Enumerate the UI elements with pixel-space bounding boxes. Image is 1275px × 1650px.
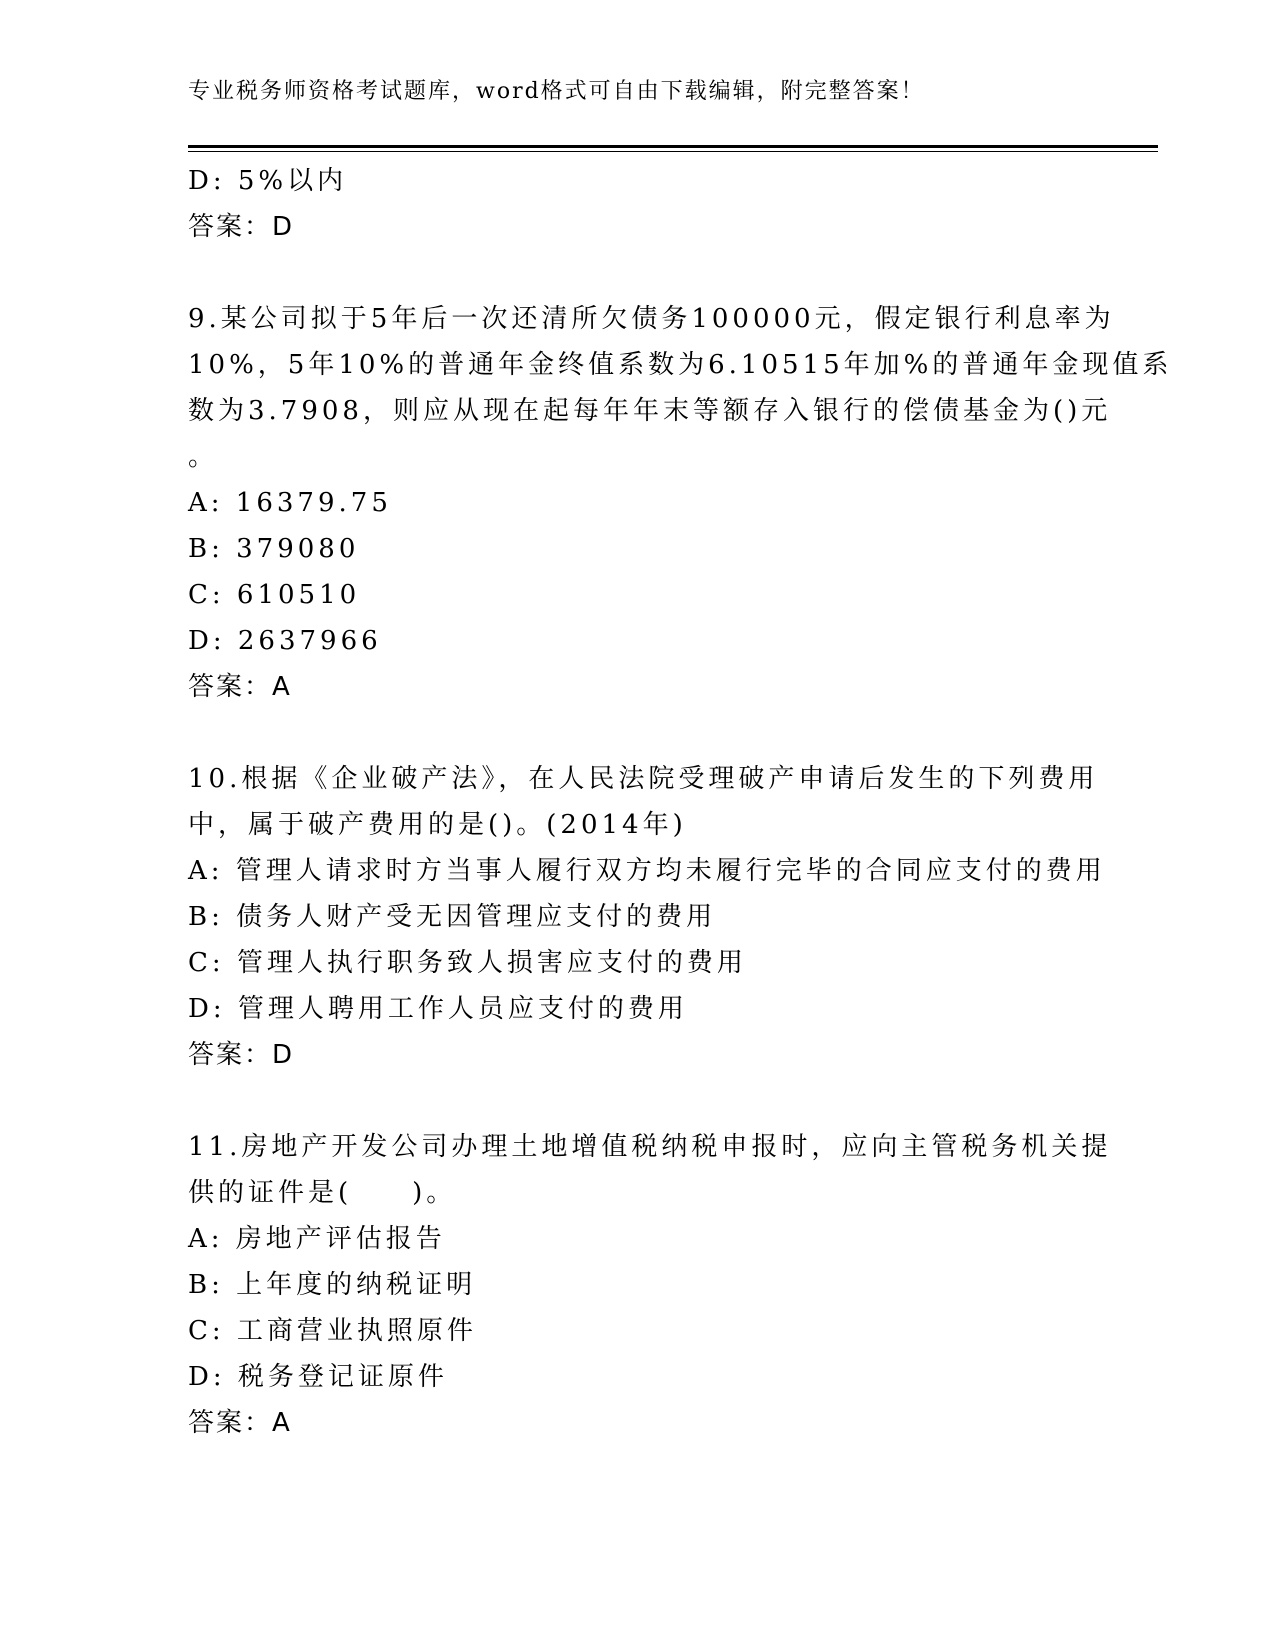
question-stem-line: 。	[188, 442, 219, 472]
previous-question-fragment	[188, 158, 1088, 250]
option-a: A: 16379.75	[188, 488, 392, 518]
option-a: A: 房地产评估报告	[188, 1224, 446, 1254]
question-stem-line: 10%，5年10%的普通年金终值系数为6.10515年加%的普通年金现值系	[188, 350, 1173, 380]
question-11	[188, 1124, 1112, 1446]
option-b: B: 379080	[188, 534, 360, 564]
option-b: B: 上年度的纳税证明	[188, 1270, 477, 1300]
question-stem-line: 9.某公司拟于5年后一次还清所欠债务100000元，假定银行利息率为	[188, 304, 1115, 334]
header-rule-thin	[188, 151, 1158, 152]
answer-line: 答案：D	[188, 1040, 295, 1070]
answer-line: 答案：A	[188, 1408, 292, 1438]
question-stem-line: 11.房地产开发公司办理土地增值税纳税申报时，应向主管税务机关提	[188, 1132, 1112, 1162]
option-d: D: 管理人聘用工作人员应支付的费用	[188, 994, 688, 1024]
option-d: D: 2637966	[188, 626, 382, 656]
option-c: C: 工商营业执照原件	[188, 1316, 477, 1346]
header-rule-thick	[188, 145, 1158, 148]
page-content	[188, 158, 1173, 1446]
option-c: C: 610510	[188, 580, 361, 610]
question-9	[188, 296, 1173, 710]
question-stem-line: 10.根据《企业破产法》，在人民法院受理破产申请后发生的下列费用	[188, 764, 1099, 794]
answer-line: 答案：A	[188, 672, 292, 702]
option-a: A: 管理人请求时方当事人履行双方均未履行完毕的合同应支付的费用	[188, 856, 1106, 886]
question-stem-line: 中，属于破产费用的是()。(2014年)	[188, 810, 687, 840]
option-b: B: 债务人财产受无因管理应支付的费用	[188, 902, 717, 932]
option-c: C: 管理人执行职务致人损害应支付的费用	[188, 948, 747, 978]
option-d: D: 5%以内	[188, 166, 348, 196]
question-stem-line: 供的证件是( )。	[188, 1178, 457, 1208]
question-10	[188, 756, 1106, 1078]
answer-line: 答案：D	[188, 212, 295, 242]
question-stem-line: 数为3.7908，则应从现在起每年年末等额存入银行的偿债基金为()元	[188, 396, 1112, 426]
option-d: D: 税务登记证原件	[188, 1362, 448, 1392]
page-header: 专业税务师资格考试题库，word格式可自由下载编辑，附完整答案！	[188, 79, 925, 104]
